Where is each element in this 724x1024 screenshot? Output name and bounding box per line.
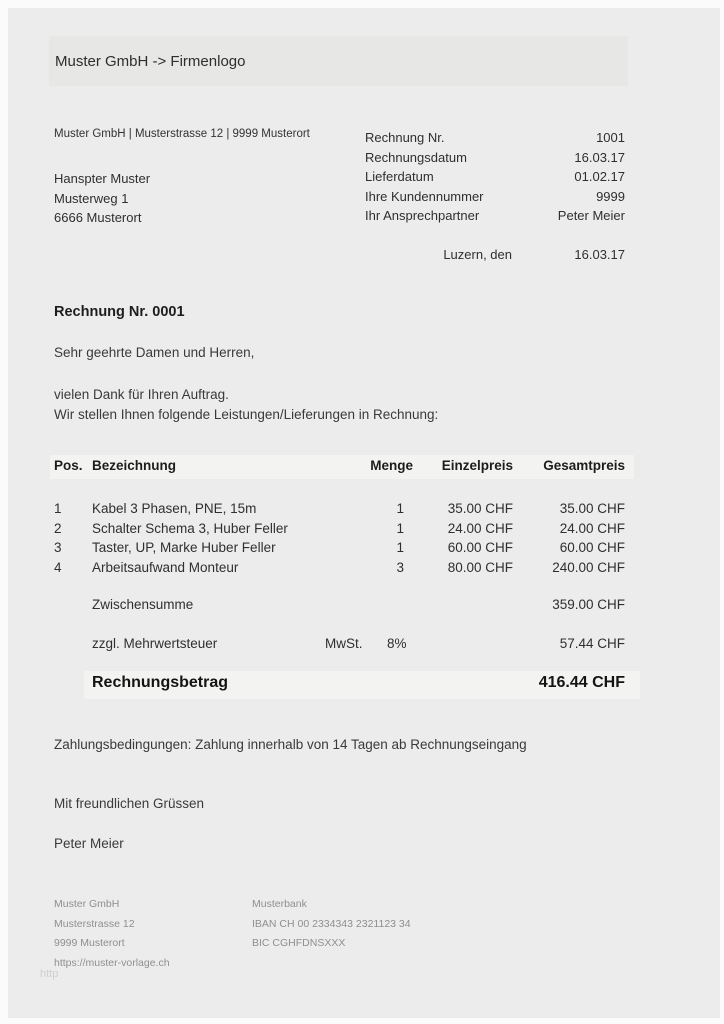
meta-value: Peter Meier: [557, 208, 625, 223]
meta-value: 01.02.17: [574, 169, 625, 184]
meta-value: 9999: [596, 188, 625, 204]
subtotal-label: Zwischensumme: [92, 597, 194, 612]
item-unit-price: 24.00 CHF: [447, 520, 513, 536]
table-row: [54, 538, 625, 558]
recipient-street: Musterweg 1: [54, 190, 129, 206]
item-pos: 2: [54, 520, 62, 536]
footer-company-column: [54, 895, 170, 973]
vat-rate: 8%: [387, 636, 407, 651]
intro-line-1: vielen Dank für Ihren Auftrag.: [54, 387, 229, 402]
sender-line: Muster GmbH | Musterstrasse 12 | 9999 Musterort: [54, 128, 310, 140]
grand-total-row: [92, 674, 625, 692]
meta-label: Rechnungsdatum: [365, 149, 467, 165]
invoice-page: [8, 8, 720, 1018]
subtotal-value: 359.00 CHF: [552, 597, 625, 612]
item-description: Schalter Schema 3, Huber Feller: [92, 520, 288, 536]
meta-label: Ihre Kundennummer: [365, 188, 484, 204]
item-pos: 3: [54, 540, 62, 556]
meta-value: 16.03.17: [574, 149, 625, 165]
item-unit-price: 60.00 CHF: [447, 540, 513, 556]
closing-line: Mit freundlichen Grüssen: [54, 796, 205, 811]
item-qty: 3: [396, 559, 404, 575]
place-date-value: 16.03.17: [574, 247, 625, 262]
vat-value: 57.44 CHF: [559, 636, 625, 651]
item-description: Taster, UP, Marke Huber Feller: [92, 540, 276, 556]
item-description: Kabel 3 Phasen, PNE, 15m: [92, 501, 257, 516]
intro-paragraph: [54, 385, 438, 424]
item-qty: 1: [396, 540, 404, 556]
meta-value: 1001: [596, 130, 625, 145]
subtotal-row: [92, 597, 625, 612]
table-row: [54, 519, 625, 539]
footer-company-city: 9999 Musterort: [54, 937, 125, 949]
meta-row-delivery-date: [365, 167, 625, 187]
salutation: Sehr geehrte Damen und Herren,: [54, 345, 255, 360]
item-pos: 4: [54, 559, 62, 575]
invoice-title: Rechnung Nr. 0001: [54, 304, 185, 320]
header-qty: Menge: [370, 458, 413, 473]
grand-total-label: Rechnungsbetrag: [92, 674, 229, 691]
company-logo-box: [49, 36, 628, 86]
item-pos: 1: [54, 501, 62, 516]
table-row: [54, 499, 625, 519]
table-body: [54, 499, 625, 577]
vat-row: [92, 636, 625, 651]
table-row: [54, 558, 625, 578]
vat-tax-label: MwSt.: [325, 636, 363, 651]
footer-company-name: Muster GmbH: [54, 898, 120, 910]
item-total-price: 35.00 CHF: [559, 501, 625, 516]
meta-label: Rechnung Nr.: [365, 130, 445, 145]
item-description: Arbeitsaufwand Monteur: [92, 559, 239, 575]
place-date-label: Luzern, den: [443, 247, 512, 262]
watermark-text: http: [40, 968, 59, 980]
intro-line-2: Wir stellen Ihnen folgende Leistungen/Lieferungen in Rechnung:: [54, 406, 439, 422]
footer-bank-bic: BIC CGHFDNSXXX: [252, 937, 346, 949]
vat-label: zzgl. Mehrwertsteuer: [92, 636, 218, 651]
meta-row-invoice-number: [365, 128, 625, 148]
place-date-line: [365, 247, 625, 262]
footer-website-link[interactable]: https://muster-vorlage.ch: [54, 956, 170, 969]
item-qty: 1: [396, 520, 404, 536]
payment-terms: Zahlungsbedingungen: Zahlung innerhalb von 14 Tagen ab Rechnungseingang: [54, 737, 527, 752]
header-total-price: Gesamtpreis: [543, 458, 625, 473]
table-header-row: [54, 458, 625, 473]
company-logo-text: Muster GmbH -> Firmenlogo: [55, 52, 246, 70]
recipient-city: 6666 Musterort: [54, 210, 142, 225]
item-unit-price: 35.00 CHF: [447, 501, 513, 516]
meta-row-contact-person: [365, 206, 625, 226]
recipient-address: [54, 169, 150, 228]
item-unit-price: 80.00 CHF: [447, 559, 513, 575]
header-description: Bezeichnung: [92, 458, 177, 473]
recipient-name: Hanspter Muster: [54, 171, 151, 186]
signature-name: Peter Meier: [54, 836, 124, 851]
item-total-price: 60.00 CHF: [559, 540, 625, 556]
footer-company-street: Musterstrasse 12: [54, 917, 135, 930]
footer-bank-name: Musterbank: [252, 898, 307, 910]
meta-label: Lieferdatum: [365, 169, 434, 184]
header-pos: Pos.: [54, 458, 83, 473]
item-total-price: 240.00 CHF: [552, 559, 625, 575]
footer-bank-iban: IBAN CH 00 2334343 2321123 34: [252, 917, 411, 930]
invoice-meta: [365, 128, 625, 226]
meta-row-invoice-date: [365, 148, 625, 168]
footer-bank-column: [252, 895, 411, 954]
meta-label: Ihr Ansprechpartner: [365, 208, 480, 223]
item-qty: 1: [396, 501, 404, 516]
meta-row-customer-number: [365, 187, 625, 207]
item-total-price: 24.00 CHF: [559, 520, 625, 536]
grand-total-value: 416.44 CHF: [538, 674, 625, 691]
header-unit-price: Einzelpreis: [441, 458, 513, 473]
